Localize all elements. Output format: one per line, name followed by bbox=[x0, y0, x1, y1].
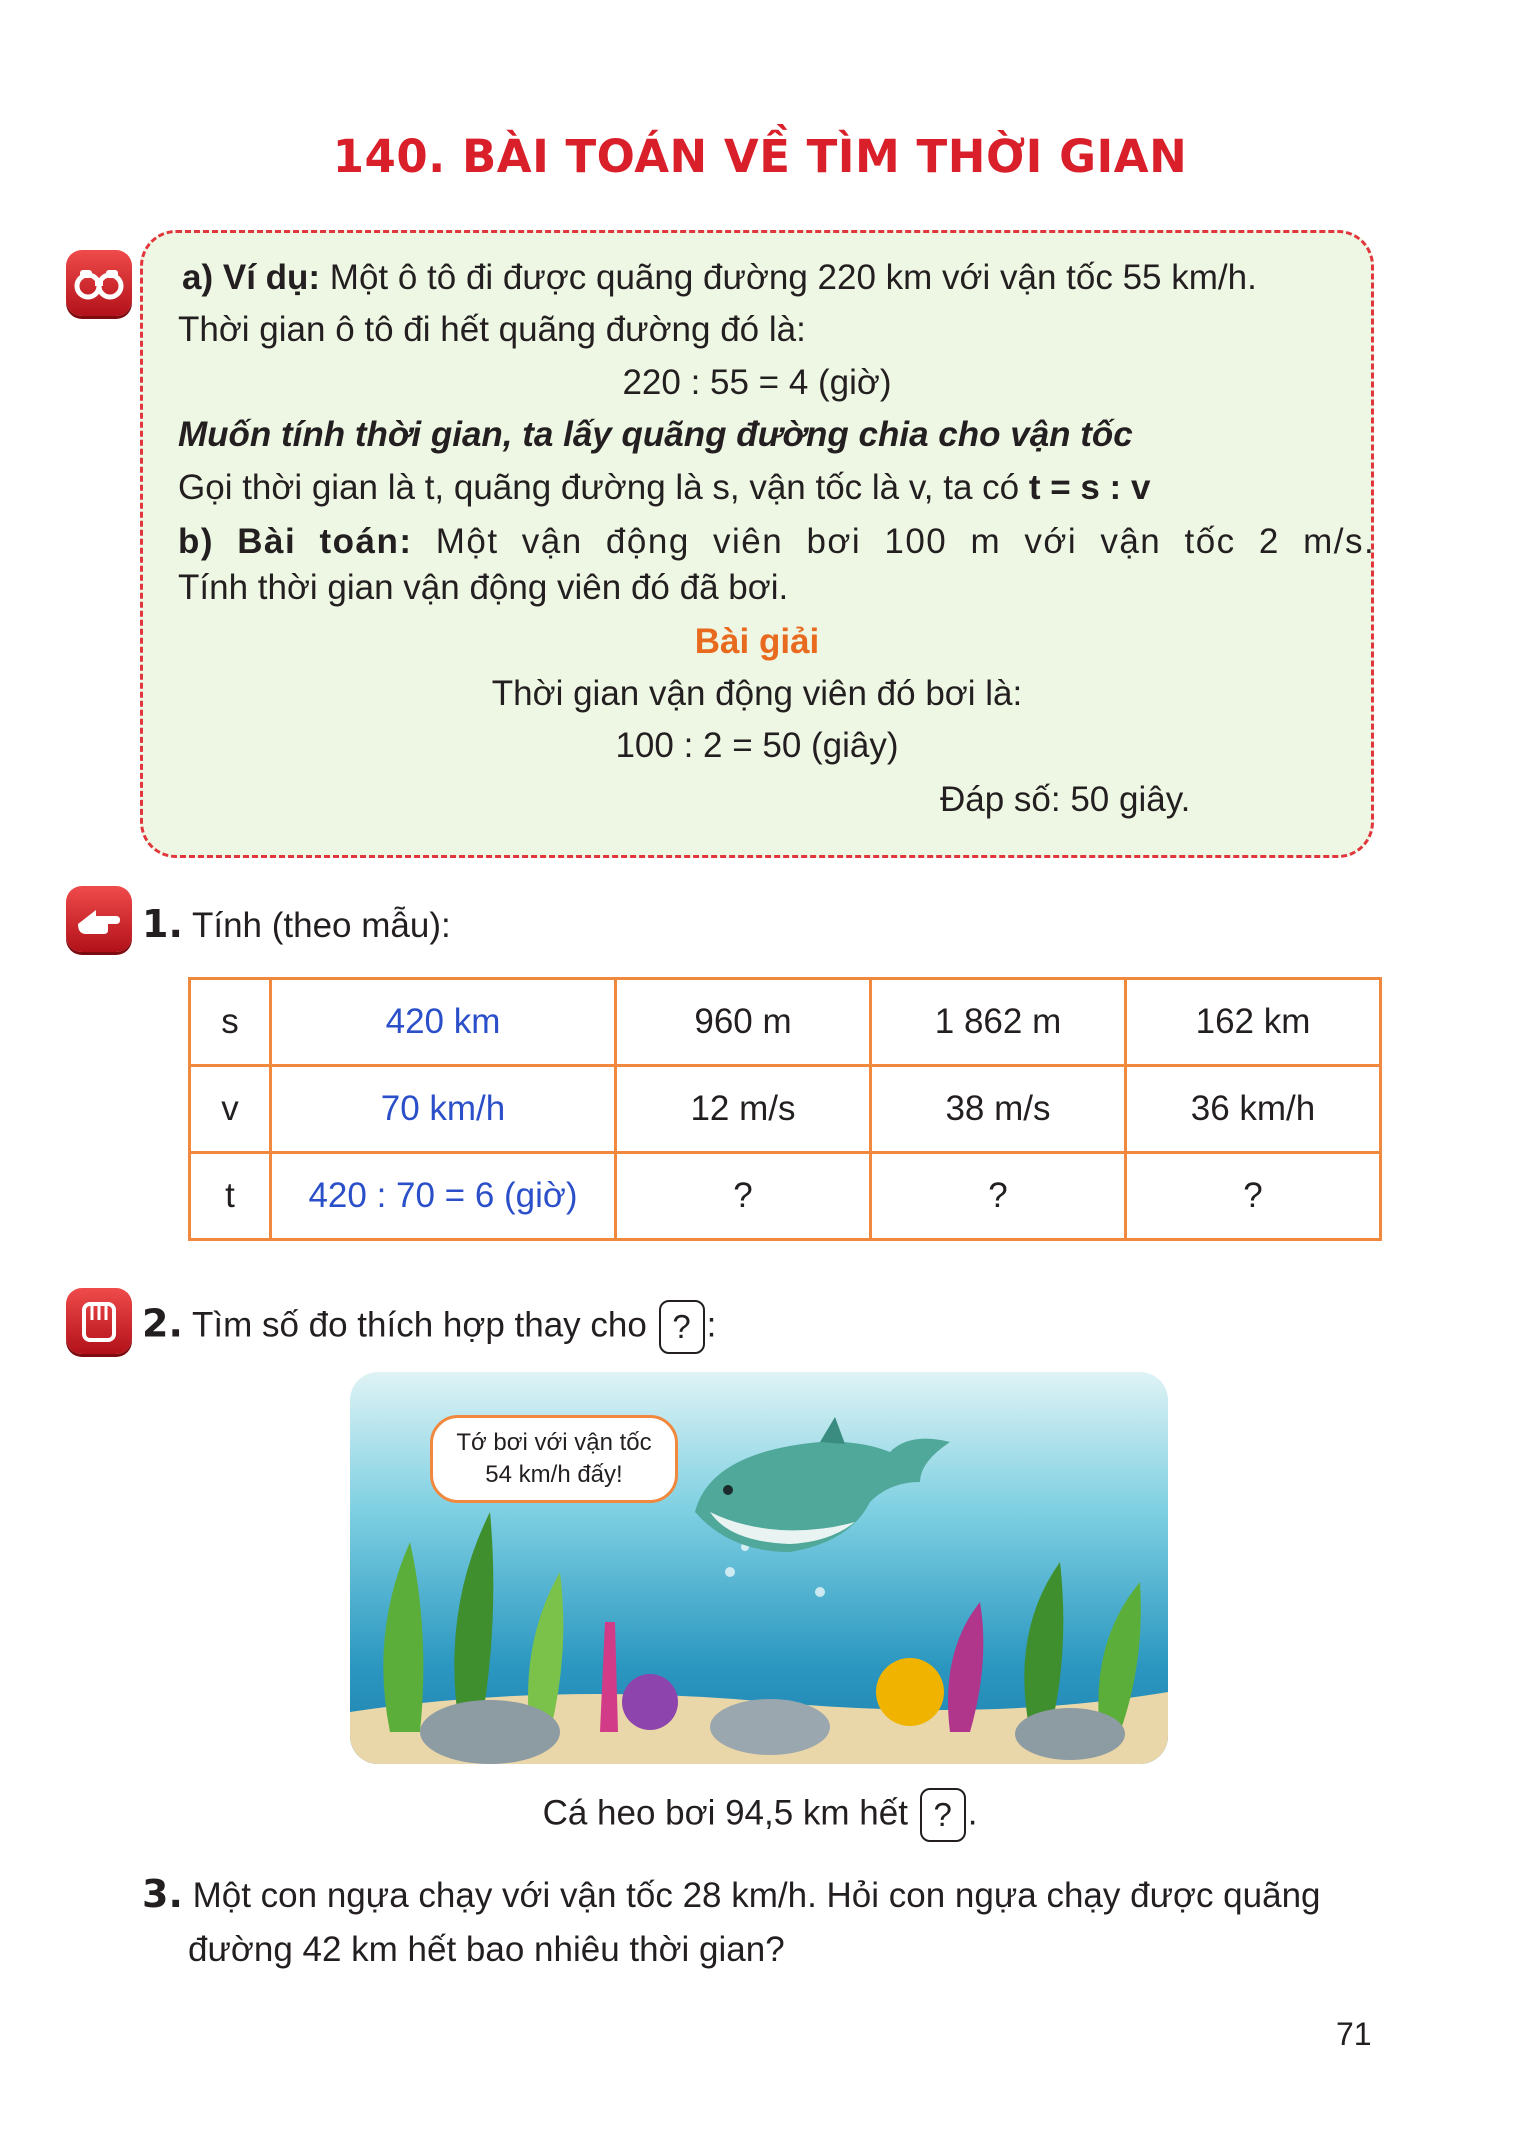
exercise-3-text: Một con ngựa chạy với vận tốc 28 km/h. Hỏi con ngựa chạy được quãng bbox=[182, 1876, 1321, 1915]
exercise-1-prompt: Tính (theo mẫu): bbox=[182, 906, 451, 945]
exercise-2-colon: : bbox=[706, 1305, 717, 1345]
exercise-3-line-2: đường 42 km hết bao nhiêu thời gian? bbox=[188, 1930, 785, 1969]
hand-pointing-icon bbox=[66, 886, 132, 952]
table-row bbox=[190, 1066, 1381, 1153]
answer-cell[interactable]: ? bbox=[616, 1153, 871, 1240]
exercise-2-heading bbox=[142, 1300, 716, 1354]
exercise-3-line-1 bbox=[142, 1872, 1321, 1916]
solution-title: Bài giải bbox=[694, 622, 820, 661]
question-box: ? bbox=[920, 1788, 966, 1842]
example-a-label: a) Ví dụ: bbox=[182, 258, 321, 297]
page-number: 71 bbox=[1336, 2016, 1372, 2052]
fist-icon bbox=[66, 1288, 132, 1354]
row-head-t: t bbox=[190, 1153, 271, 1240]
formula-line bbox=[178, 468, 1150, 508]
table-row bbox=[190, 1153, 1381, 1240]
question-box: ? bbox=[659, 1300, 705, 1354]
exercise-3-number: 3. bbox=[142, 1872, 183, 1916]
exercise-2-prompt: Tìm số đo thích hợp thay cho bbox=[182, 1305, 657, 1345]
caption-text: Cá heo bơi 94,5 km hết bbox=[542, 1793, 918, 1833]
example-line-2: Thời gian ô tô đi hết quãng đường đó là: bbox=[178, 310, 806, 349]
speech-bubble bbox=[430, 1415, 678, 1503]
exercise-2-number: 2. bbox=[142, 1301, 183, 1346]
table-cell: 38 m/s bbox=[871, 1066, 1126, 1153]
table-cell: 420 : 70 = 6 (giờ) bbox=[271, 1153, 616, 1240]
answer-cell[interactable]: ? bbox=[1126, 1153, 1381, 1240]
formula: t = s : v bbox=[1028, 468, 1151, 507]
formula-prefix: Gọi thời gian là t, quãng đường là s, vận tốc là v, ta có bbox=[178, 468, 1029, 507]
answer-cell[interactable]: ? bbox=[871, 1153, 1126, 1240]
solution-line-1: Thời gian vận động viên đó bơi là: bbox=[491, 674, 1023, 713]
table-cell: 420 km bbox=[271, 979, 616, 1066]
speech-bubble-line-1: Tớ bơi với vận tốc bbox=[456, 1429, 652, 1456]
example-rule: Muốn tính thời gian, ta lấy quãng đường chia cho vận tốc bbox=[178, 415, 1133, 454]
solution-calc: 100 : 2 = 50 (giây) bbox=[615, 726, 899, 765]
table-row bbox=[190, 979, 1381, 1066]
example-b-label: b) Bài toán: bbox=[178, 522, 413, 561]
page-title: 140. BÀI TOÁN VỀ TÌM THỜI GIAN bbox=[332, 130, 1188, 183]
example-b-line-2: Tính thời gian vận động viên đó đã bơi. bbox=[178, 568, 789, 607]
table-cell: 70 km/h bbox=[271, 1066, 616, 1153]
example-b-text: Một vận động viên bơi 100 m với vận tốc 2 m/s. bbox=[412, 522, 1376, 561]
row-head-v: v bbox=[190, 1066, 271, 1153]
table-cell: 12 m/s bbox=[616, 1066, 871, 1153]
table-cell: 960 m bbox=[616, 979, 871, 1066]
table-cell: 1 862 m bbox=[871, 979, 1126, 1066]
exercise-1-heading bbox=[142, 902, 451, 946]
example-a-text: Một ô tô đi được quãng đường 220 km với vận tốc 55 km/h. bbox=[320, 258, 1257, 297]
exercise-1-number: 1. bbox=[142, 902, 183, 946]
example-b-line bbox=[178, 522, 1375, 562]
caption-end: . bbox=[967, 1793, 978, 1833]
table-cell: 162 km bbox=[1126, 979, 1381, 1066]
row-head-s: s bbox=[190, 979, 271, 1066]
example-calc: 220 : 55 = 4 (giờ) bbox=[622, 363, 892, 402]
speech-bubble-line-2: 54 km/h đấy! bbox=[485, 1461, 623, 1488]
solution-answer: Đáp số: 50 giây. bbox=[940, 780, 1191, 819]
speed-time-table bbox=[188, 977, 1382, 1241]
exercise-2-caption bbox=[0, 1788, 1520, 1842]
binoculars-icon bbox=[66, 250, 132, 316]
table-cell: 36 km/h bbox=[1126, 1066, 1381, 1153]
example-a-line bbox=[182, 258, 1257, 298]
